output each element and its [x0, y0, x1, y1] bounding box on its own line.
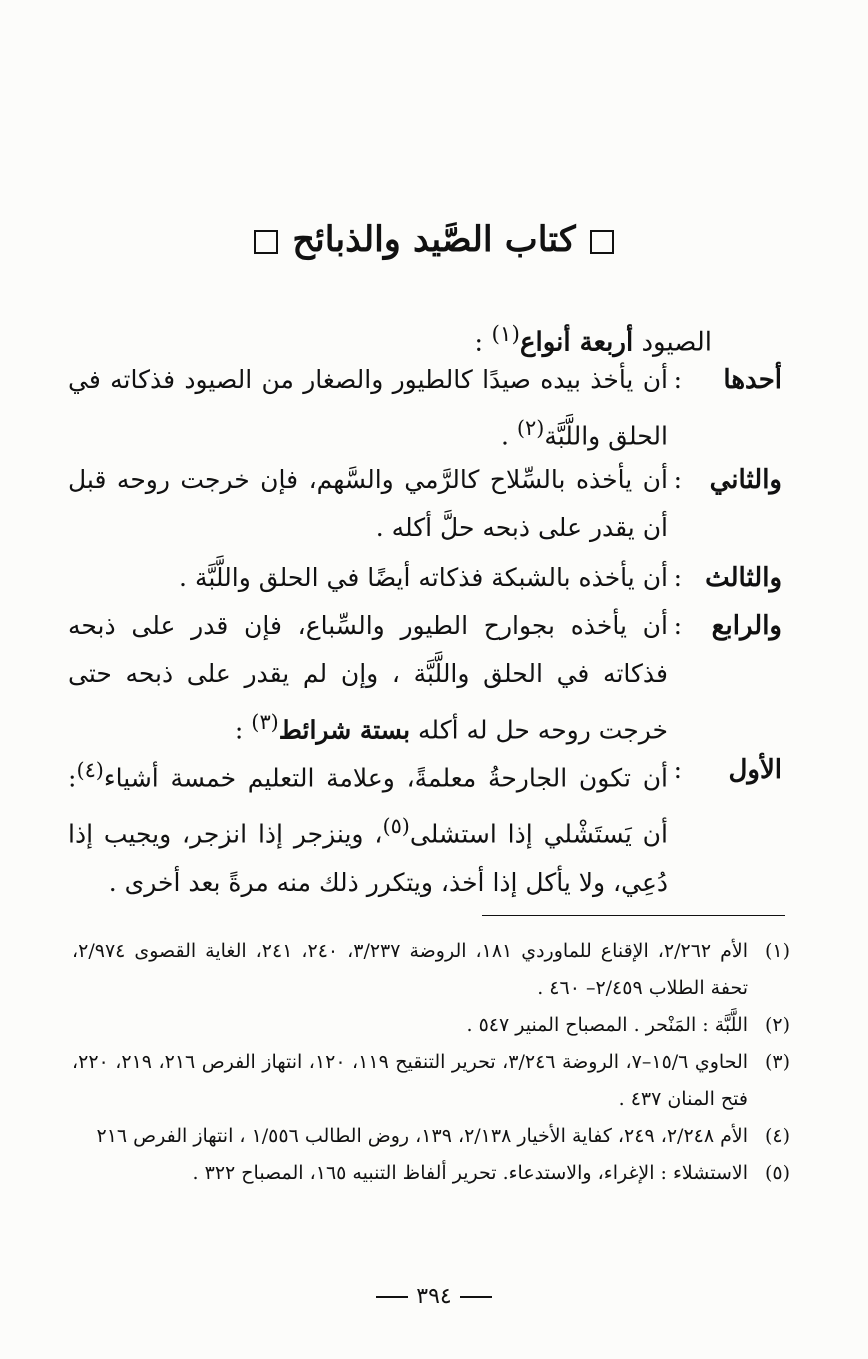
paragraph-item: [68, 554, 782, 602]
paragraph-item: [68, 356, 782, 460]
footnote-number: (١): [764, 940, 790, 962]
footnote: [72, 933, 790, 1007]
item-colon: :: [673, 755, 682, 784]
item-label: الأول: [728, 755, 782, 785]
footnote-separator: [482, 915, 785, 916]
footnotes: [72, 933, 790, 1192]
dash-left: [460, 1296, 492, 1298]
page-number-text: ٣٩٤: [416, 1284, 452, 1309]
item-label: أحدها: [723, 365, 782, 395]
item-text: أن يأخذ بيده صيدًا كالطيور والصغار من الصيود فذكاته في الحلق واللَّبَّة$^{(٢)}$ .: [68, 365, 668, 451]
paragraph-item: [68, 456, 782, 552]
item-label: والثالث: [705, 563, 782, 593]
item-text: أن يأخذه بجوارح الطيور والسِّباع، فإن قدر على ذبحه فذكاته في الحلق واللَّبَّة ، وإن لم يقدر على ذبحه حتى خرجت روحه حل له أكله بستة شرائط$^{(٣)}$ :: [68, 611, 668, 745]
paragraph-item: [68, 602, 782, 754]
item-colon: :: [673, 465, 682, 494]
intro-bold: أربعة أنواع: [519, 327, 634, 358]
chapter-title: [0, 212, 868, 268]
item-colon: :: [673, 563, 682, 592]
footnote: [72, 1007, 790, 1044]
intro-tail: :: [474, 327, 484, 358]
paragraph-item: [68, 746, 782, 907]
footnote: [72, 1118, 790, 1155]
item-colon: :: [673, 611, 682, 640]
page-number: [0, 1284, 868, 1309]
item-text: أن يأخذه بالشبكة فذكاته أيضًا في الحلق واللَّبَّة .: [179, 563, 668, 592]
item-text: أن تكون الجارحةُ معلمةً، وعلامة التعليم خمسة أشياء$^{(٤)}$: أن يَستَشْلي إذا استشلى$^{(٥)}$، وينزجر إذا انزجر، ويجيب إذا دُعِي، ولا يأكل إذا أخذ، ويتكرر ذلك منه مرةً بعد أخرى .: [68, 758, 668, 897]
intro-lead: الصيود: [641, 327, 712, 358]
item-text: أن يأخذه بالسِّلاح كالرَّمي والسَّهم، فإن خرجت روحه قبل أن يقدر على ذبحه حلَّ أكله .: [68, 465, 668, 542]
footnote: [72, 1155, 790, 1192]
item-label: والرابع: [711, 611, 782, 641]
chapter-title-text: كتاب الصَّيد والذبائح: [292, 219, 576, 260]
title-box-icon: [254, 230, 278, 254]
footnote-text: الحاوي ١٥/٦–٧، الروضة ٣/٢٤٦، تحرير التنقيح ١١٩، ١٢٠، انتهاز الفرص ٢١٦، ٢١٩، ٢٢٠، فتح المنان ٤٣٧ .: [72, 1051, 749, 1110]
footnote-text: اللَّبَّة : المَنْحر . المصباح المنير ٥٤٧ .: [466, 1014, 748, 1036]
title-box-icon: [590, 230, 614, 254]
item-colon: :: [673, 365, 682, 394]
footnote-text: الأم ٢/٢٤٨، ٢٤٩، كفاية الأخيار ٢/١٣٨، ١٣٩، روض الطالب ١/٥٥٦ ، انتهاز الفرص ٢١٦: [96, 1125, 748, 1147]
footnote-ref: (١): [491, 322, 520, 347]
item-label: والثاني: [709, 465, 782, 495]
footnote-number: (٥): [764, 1162, 790, 1184]
footnote-number: (٤): [764, 1125, 790, 1147]
footnote-text: الاستشلاء : الإغراء، والاستدعاء. تحرير ألفاظ التنبيه ١٦٥، المصباح ٣٢٢ .: [192, 1162, 748, 1184]
footnote-number: (٣): [764, 1051, 790, 1073]
footnote-number: (٢): [764, 1014, 790, 1036]
footnote-text: الأم ٢/٢٦٢، الإقناع للماوردي ١٨١، الروضة ٣/٢٣٧، ٢٤٠، ٢٤١، الغاية القصوى ٢/٩٧٤، تحفة الطلاب ٢/٤٥٩– ٤٦٠ .: [72, 940, 748, 999]
footnote: [72, 1044, 790, 1118]
dash-right: [376, 1296, 408, 1298]
